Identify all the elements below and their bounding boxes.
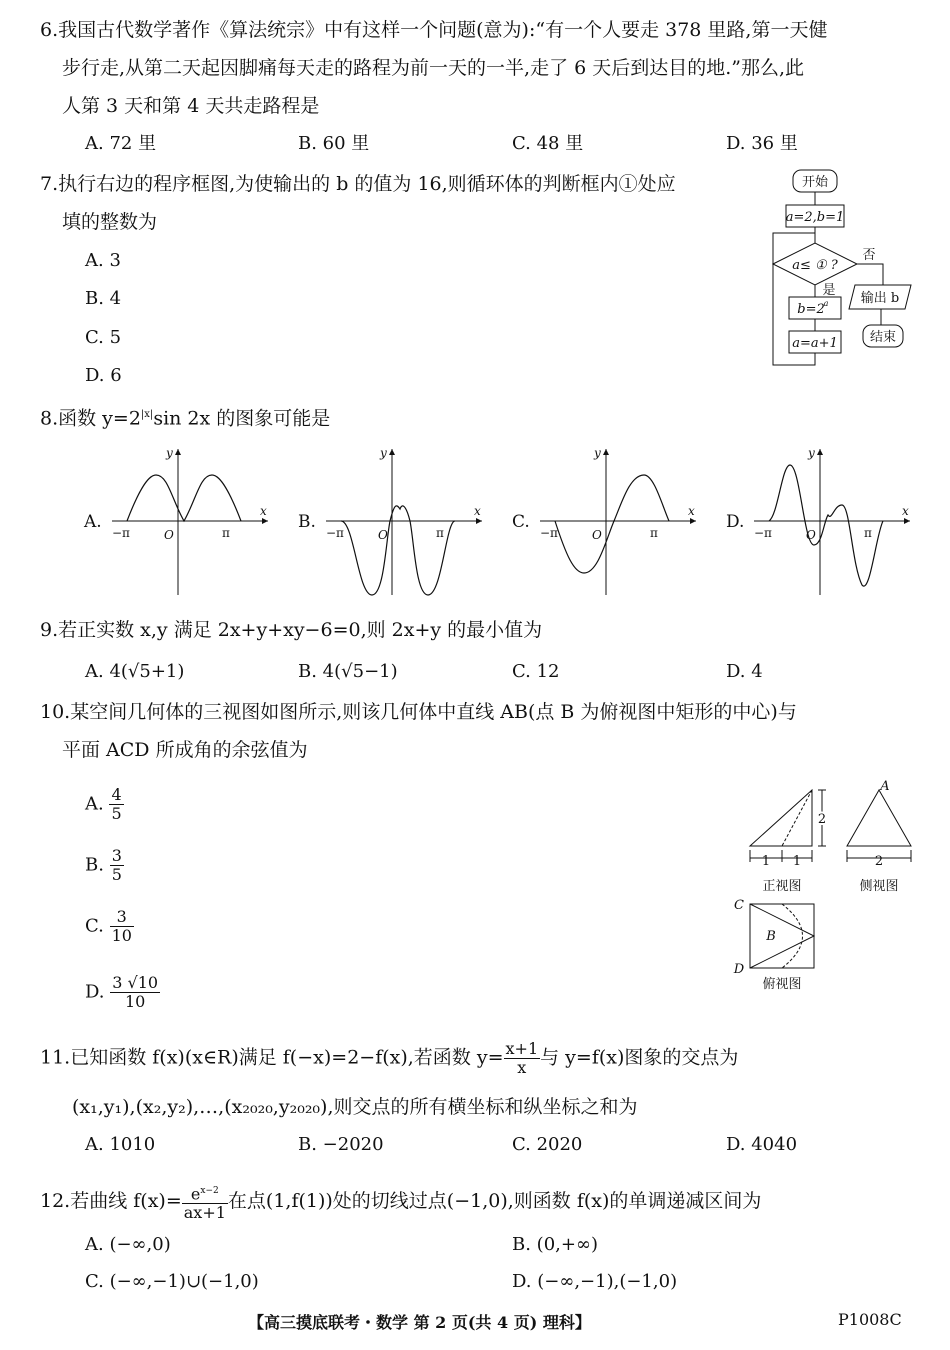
front-dim-1a: 1 — [761, 854, 771, 869]
q12-option-b: B. (0,+∞) — [512, 1234, 598, 1255]
q6-option-d: D. 36 里 — [726, 133, 798, 154]
function-curve — [555, 475, 669, 573]
q11-line-2: (x₁,y₁),(x₂,y₂),…,(x₂₀₂₀,y₂₀₂₀),则交点的所有横坐标和纵坐标之和为 — [72, 1096, 638, 1118]
graph-option-label: C. — [512, 512, 530, 532]
flowchart-output-text: 输出 b — [860, 291, 900, 306]
y-axis-label: y — [594, 446, 601, 460]
q6-line-3: 人第 3 天和第 4 天共走路程是 — [62, 95, 320, 117]
y-axis-label: y — [380, 446, 387, 460]
flowchart-assign-b-text: b=2 — [797, 302, 825, 317]
top-label-b: B — [766, 929, 776, 944]
y-axis-label: y — [808, 446, 815, 460]
neg-pi-tick-label: −π — [112, 526, 130, 540]
q11-line-1-post: 与 y=f(x)图象的交点为 — [540, 1046, 739, 1069]
front-view-triangle — [750, 790, 812, 846]
x-axis-label: x — [260, 504, 267, 518]
origin-label: O — [806, 528, 816, 542]
front-view-caption: 正视图 — [762, 879, 802, 894]
side-view-caption: 侧视图 — [859, 879, 899, 894]
q11-line-1-pre: 11.已知函数 f(x)(x∈R)满足 f(−x)=2−f(x),若函数 y= — [40, 1046, 504, 1069]
q12-fraction-num — [182, 1182, 228, 1204]
front-dim-1b: 1 — [792, 854, 802, 869]
q10-option-b-fraction — [110, 847, 124, 884]
q10-option-b — [85, 847, 124, 884]
q12-fraction-num-exponent: x−2 — [200, 1186, 219, 1196]
top-view-caption: 俯视图 — [762, 977, 802, 992]
graph-option-label: B. — [298, 512, 316, 532]
function-curve — [341, 506, 455, 595]
q12-fraction-den: ax+1 — [183, 1203, 226, 1223]
q10-option-a-fraction — [109, 786, 123, 823]
neg-pi-tick-label: −π — [754, 526, 772, 540]
q8-graph-c — [510, 445, 710, 605]
q12-stem-pre: 12.若曲线 f(x)= — [40, 1190, 182, 1213]
q11-fraction-den: x — [517, 1058, 527, 1077]
q7-line-2: 填的整数为 — [62, 211, 158, 233]
q7-option-a: A. 3 — [85, 250, 121, 271]
q8-graph-b — [296, 445, 496, 605]
pi-tick-label: π — [650, 526, 658, 540]
q6-line-1: 6.我国古代数学著作《算法统宗》中有这样一个问题(意为):“有一个人要走 378 里路,第一天健 — [40, 19, 828, 41]
q9-option-b: B. 4(√5−1) — [298, 661, 398, 682]
q10-option-c-fraction — [110, 908, 134, 945]
top-view-rectangle — [750, 904, 814, 968]
graph-option-label: A. — [84, 512, 102, 532]
q12-stem-post: 在点(1,f(1))处的切线过点(−1,0),则函数 f(x)的单调递减区间为 — [227, 1190, 762, 1213]
q9-option-c: C. 12 — [512, 661, 560, 682]
origin-label: O — [378, 528, 388, 542]
flowchart-start-text: 开始 — [801, 175, 829, 190]
y-axis-arrow — [603, 449, 609, 455]
q6-option-c: C. 48 里 — [512, 133, 584, 154]
flowchart-end-text: 结束 — [869, 330, 897, 345]
q10-option-d-fraction — [110, 974, 160, 1011]
q12-option-a: A. (−∞,0) — [85, 1234, 171, 1255]
q7-line-1: 7.执行右边的程序框图,为使输出的 b 的值为 16,则循环体的判断框内①处应 — [40, 173, 676, 195]
q10-option-c — [85, 908, 134, 945]
q10-option-b-label: B. — [85, 854, 104, 876]
y-axis-arrow — [389, 449, 395, 455]
q10-three-views — [725, 778, 925, 998]
page-footer: 【高三摸底联考・数学 第 2 页(共 4 页) 理科】 — [248, 1313, 591, 1332]
q8-stem-pre: 8.函数 y=2 — [40, 407, 141, 430]
q6-line-2: 步行走,从第二天起因脚痛每天走的路程为前一天的一半,走了 6 天后到达目的地.”那么,此 — [62, 57, 805, 79]
q12-option-d: D. (−∞,−1),(−1,0) — [512, 1271, 678, 1292]
q7-flowchart — [765, 165, 925, 375]
neg-pi-tick-label: −π — [540, 526, 558, 540]
q10-option-a-label: A. — [85, 793, 104, 815]
top-label-d: D — [733, 962, 745, 977]
side-label-a: A — [880, 779, 890, 794]
q8-graph-d — [724, 445, 924, 605]
q10-option-a-num: 4 — [111, 785, 122, 804]
x-axis-arrow — [690, 518, 696, 524]
q8-stem — [40, 403, 330, 430]
front-dim-2: 2 — [817, 812, 827, 827]
q6-option-a: A. 72 里 — [85, 133, 157, 154]
pi-tick-label: π — [436, 526, 444, 540]
x-axis-label: x — [902, 504, 909, 518]
q11-line-1 — [40, 1040, 738, 1077]
q9-stem: 9.若正实数 x,y 满足 2x+y+xy−6=0,则 2x+y 的最小值为 — [40, 619, 543, 641]
q10-option-a-den: 5 — [111, 804, 122, 823]
flowchart-yes-label: 是 — [822, 283, 836, 298]
y-axis-arrow — [817, 449, 823, 455]
flowchart-assign-a-text: a=a+1 — [792, 336, 838, 351]
q11-fraction — [504, 1040, 541, 1077]
q6-option-b: B. 60 里 — [298, 133, 370, 154]
x-axis-arrow — [904, 518, 910, 524]
q10-line-2: 平面 ACD 所成角的余弦值为 — [62, 739, 308, 761]
flowchart-condition-text: a≤ ① ? — [792, 258, 838, 273]
side-dim-2: 2 — [874, 854, 884, 869]
page-code: P1008C — [838, 1310, 902, 1329]
y-axis-arrow — [175, 449, 181, 455]
flowchart-init-text: a=2,b=1 — [785, 210, 845, 225]
q9-option-a: A. 4(√5+1) — [85, 661, 185, 682]
q11-fraction-num: x+1 — [505, 1039, 539, 1058]
q10-line-1: 10.某空间几何体的三视图如图所示,则该几何体中直线 AB(点 B 为俯视图中矩形的中心)与 — [40, 701, 797, 723]
x-axis-label: x — [474, 504, 481, 518]
q12-option-c: C. (−∞,−1)∪(−1,0) — [85, 1271, 259, 1292]
q11-option-c: C. 2020 — [512, 1134, 583, 1155]
flowchart-no-label: 否 — [862, 248, 876, 263]
q8-stem-post: sin 2x 的图象可能是 — [153, 407, 331, 430]
x-axis-label: x — [688, 504, 695, 518]
q12-fraction — [182, 1182, 228, 1222]
q12-stem — [40, 1182, 761, 1222]
q8-graph-a — [82, 445, 282, 605]
q9-option-d: D. 4 — [726, 661, 763, 682]
y-axis-label: y — [166, 446, 173, 460]
q10-option-d-den: 10 — [124, 992, 146, 1011]
origin-label: O — [592, 528, 602, 542]
q8-stem-exponent: |x| — [140, 409, 154, 420]
q10-option-d — [85, 974, 160, 1011]
x-axis-arrow — [262, 518, 268, 524]
q10-option-b-den: 5 — [111, 865, 122, 884]
side-view-triangle — [847, 790, 911, 846]
x-axis-arrow — [476, 518, 482, 524]
q10-option-b-num: 3 — [111, 846, 122, 865]
q10-option-c-num: 3 — [110, 908, 134, 927]
graph-option-label: D. — [726, 512, 745, 532]
q11-option-b: B. −2020 — [298, 1134, 384, 1155]
q7-option-c: C. 5 — [85, 327, 122, 348]
q10-option-c-label: C. — [85, 915, 104, 937]
q10-option-c-den: 10 — [111, 926, 132, 945]
top-label-c: C — [734, 898, 744, 913]
pi-tick-label: π — [222, 526, 230, 540]
q10-option-d-num: 3 √10 — [112, 973, 159, 992]
q11-option-d: D. 4040 — [726, 1134, 798, 1155]
function-curve — [127, 475, 241, 521]
q10-option-d-label: D. — [85, 981, 105, 1003]
q11-option-a: A. 1010 — [85, 1134, 156, 1155]
q12-fraction-num-base: e — [190, 1184, 201, 1204]
q7-option-d: D. 6 — [85, 365, 122, 386]
flowchart-assign-b-exponent: a — [823, 299, 829, 308]
origin-label: O — [164, 528, 174, 542]
q7-option-b: B. 4 — [85, 288, 122, 309]
pi-tick-label: π — [864, 526, 872, 540]
neg-pi-tick-label: −π — [326, 526, 344, 540]
q10-option-a — [85, 786, 124, 823]
